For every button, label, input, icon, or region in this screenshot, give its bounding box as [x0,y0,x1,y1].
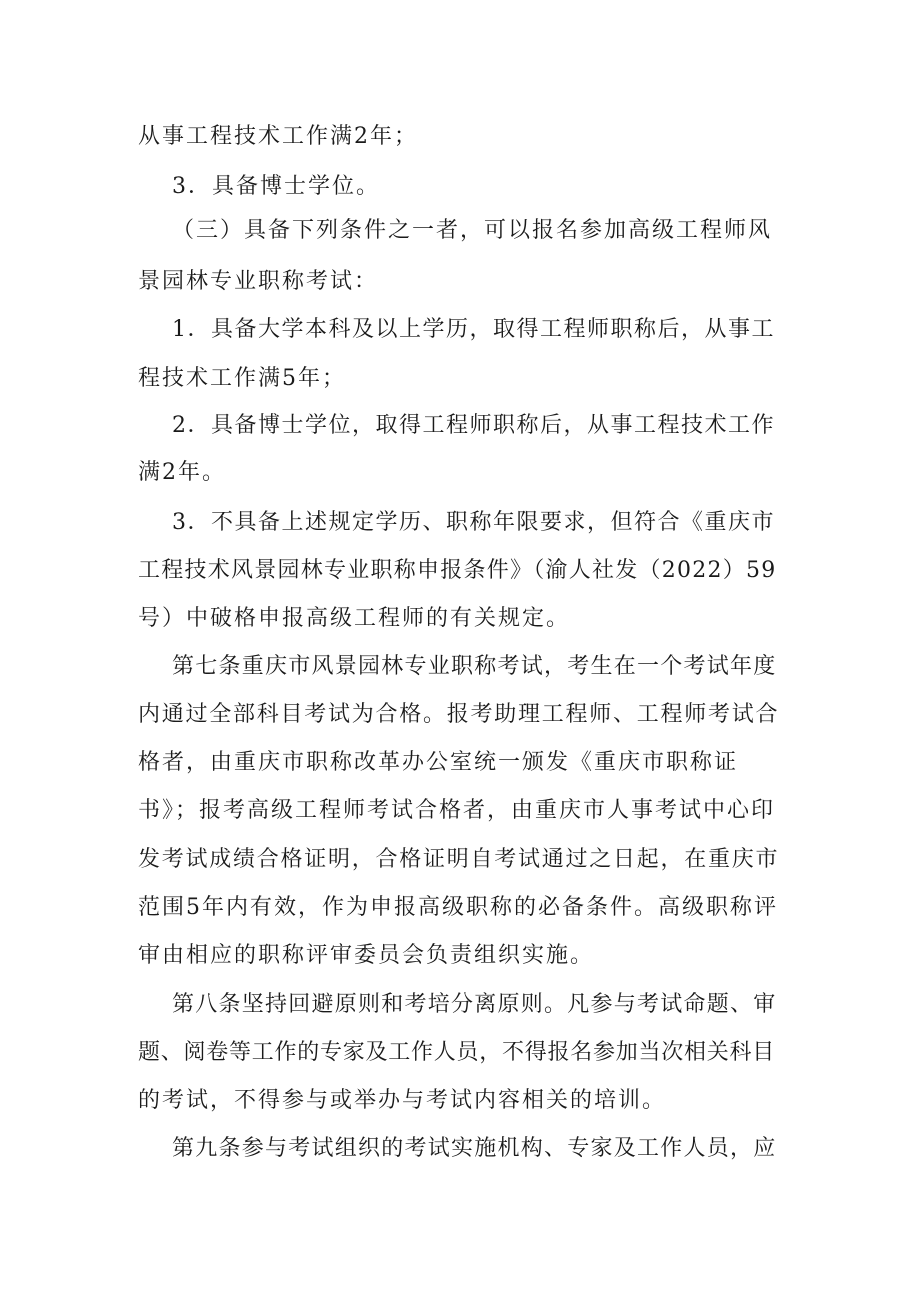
text-line-13: 内通过全部科目考试为合格。报考助理工程师、工程师考试合 [138,702,780,727]
text-line-19: 第八条坚持回避原则和考培分离原则。凡参与考试命题、审 [172,992,777,1017]
text-line-2: 3．具备博士学位。 [172,174,380,199]
text-line-6: 程技术工作满5年； [138,366,346,391]
text-line-12: 第七条重庆市风景园林专业职称考试，考生在一个考试年度 [172,654,777,679]
text-line-17: 范围5年内有效，作为申报高级职称的必备条件。高级职称评 [138,895,778,920]
text-line-20: 题、阅卷等工作的专家及工作人员，不得报名参加当次相关科目 [138,1040,776,1065]
text-line-5: 1．具备大学本科及以上学历，取得工程师职称后，从事工 [172,317,775,342]
text-line-9: 3．不具备上述规定学历、职称年限要求，但符合《重庆市 [172,510,775,535]
text-line-1: 从事工程技术工作满2年； [138,124,418,149]
text-line-22: 第九条参与考试组织的考试实施机构、专家及工作人员，应 [172,1136,777,1161]
text-line-14: 格者，由重庆市职称改革办公室统一颁发《重庆市职称证 [138,750,739,775]
text-line-7: 2．具备博士学位，取得工程师职称后，从事工程技术工作 [172,413,775,438]
text-line-16: 发考试成绩合格证明，合格证明自考试通过之日起，在重庆市 [138,847,780,872]
text-line-3: （三）具备下列条件之一者，可以报名参加高级工程师风 [172,218,773,243]
text-line-18: 审由相应的职称评审委员会负责组织实施。 [138,943,595,968]
text-line-11: 号）中破格申报高级工程师的有关规定。 [138,606,571,631]
text-line-21: 的考试，不得参与或举办与考试内容相关的培训。 [138,1088,667,1113]
text-line-4: 景园林专业职称考试： [138,269,379,294]
text-line-15: 书》；报考高级工程师考试合格者，由重庆市人事考试中心印 [138,798,776,823]
text-line-10: 工程技术风景园林专业职称申报条件》（渝人社发（2022）59 [138,558,777,583]
text-line-8: 满2年。 [138,460,226,485]
